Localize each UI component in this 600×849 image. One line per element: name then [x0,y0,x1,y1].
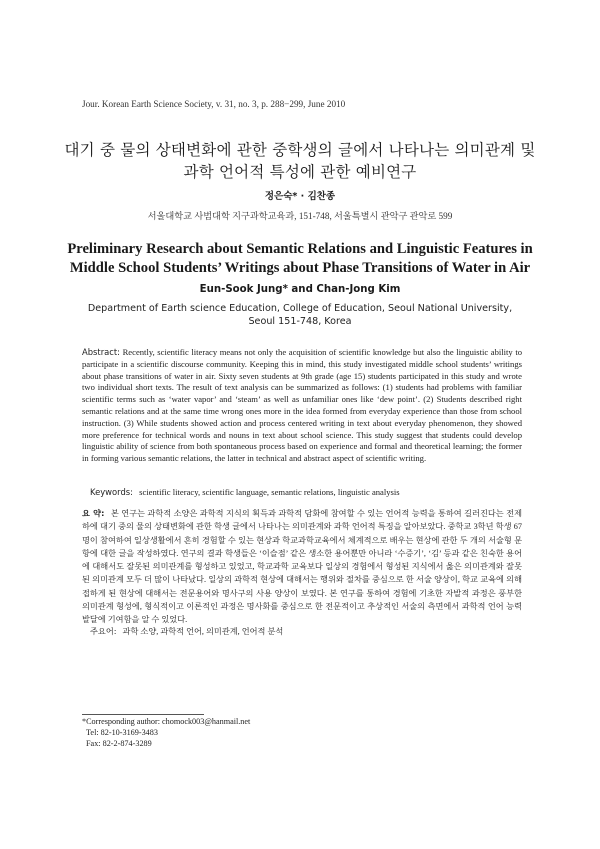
korean-affiliation: 서울대학교 사범대학 지구과학교육과, 151-748, 서울특별시 관악구 관악로 599 [147,211,453,221]
footnote-divider [82,714,204,715]
footnote-fax: Fax: 82-2-874-3289 [86,739,152,748]
korean-title-line-2: 과학 언어적 특성에 관한 예비연구 [183,163,417,181]
korean-authors: 정은숙* · 김찬종 [264,191,336,202]
english-affiliation-line-1: Department of Earth science Education, College of Education, Seoul National University, [87,303,513,314]
abstract-text: Recently, scientific literacy means not only the acquisition of scientific knowledge but also the linguistic ability to participate in a scientific discourse community. Keeping this in mind, this study investigated middle school students’ writings about phase transitions of water in air. Sixty seven students at 9th grade (age 15) students participated in this study and wrote two individual short texts. The result of text analysis can be summarized as follows: (1) students had problems with familiar scientific terms such as ‘water vapor’ and ‘steam’ as well as unfamiliar ones like ‘dew point’. (2) Students described right semantic relations and at the same time wrong ones more in the idea formed from everyday experience than those from school instruction. (3) While students showed action and process centered writing in text about everyday phenomenon, they showed more preference for technical words and nouns in text about school science. This study suggest that students could develop linguistic ability of science from both spontaneous process based on experience and formal and theoretical learning; the former in forming various semantic relations, the latter in technical and abstract aspect of scientific writing. [82,347,522,464]
korean-title-line-1: 대기 중 물의 상태변화에 관한 중학생의 글에서 나타나는 의미관계 및 [64,141,536,159]
english-authors: Eun-Sook Jung* and Chan-Jong Kim [199,284,401,295]
korean-summary [82,507,522,627]
korean-summary-label: 요 약: [82,508,105,518]
abstract-label: Abstract: [82,347,120,357]
keywords-text: scientific literacy, scientific language, semantic relations, linguistic analysis [139,487,400,497]
korean-keywords-text: 과학 소양, 과학적 언어, 의미관계, 언어적 분석 [122,627,284,636]
footnote-telephone: Tel: 82-10-3169-3483 [86,728,158,737]
english-title-line-1: Preliminary Research about Semantic Relations and Linguistic Features in [67,241,533,257]
english-affiliation-line-2: Seoul 151-748, Korea [248,316,352,327]
keywords [90,487,530,497]
korean-keywords-label: 주요어: [90,626,117,636]
english-title-line-2: Middle School Students’ Writings about Phase Transitions of Water in Air [69,260,531,276]
footnote-corresponding-author: *Corresponding author: chomock003@hanmail.net [82,717,251,726]
korean-keywords [90,626,520,637]
abstract [82,347,522,465]
journal-citation: Jour. Korean Earth Science Society, v. 31, no. 3, p. 288−299, June 2010 [82,99,346,109]
korean-summary-text: 본 연구는 과학적 소양은 과학적 지식의 획득과 과학적 담화에 참여할 수 있는 언어적 능력을 통하여 길러진다는 전제하에 대기 중의 물의 상태변화에 관한 학생 글에서 나타나는 의미관계와 과학 언어적 특징을 알아보았다. 중학교 3학년 학생 67명이 참여하여 일상생활에서 흔히 경험할 수 있는 현상과 학교과학교육에서 체계적으로 배우는 현상에 관한 두 개의 서술형 문항에 대한 글을 작성하였다. 연구의 결과 학생들은 ‘이슬점’ 같은 생소한 용어뿐만 아니라 ‘수증기’, ‘김’ 등과 같은 친숙한 용어에 대해서도 잘못된 의미관계를 형성하고 있었고, 학교과학 교육보다 일상의 경험에서 형성된 지식에서 옳은 의미관계와 잘못된 의미관계 모두 더 많이 나타났다. 일상의 과학적 현상에 대해서는 행위와 절차를 중심으로 한 서술 양상이, 학교 교육에 의해 접하게 된 현상에 대해서는 전문용어와 명사구의 사용 양상이 보였다. 본 연구를 통하여 경험에 기초한 자발적 과정은 풍부한 의미관계 형성에, 형식적이고 이론적인 과정은 명사화를 중심으로 한 전문적이고 추상적인 서술의 측면에서 과학적 언어 능력 발달에 기여함을 알 수 있었다. [82,509,523,625]
keywords-label: Keywords: [90,487,133,497]
